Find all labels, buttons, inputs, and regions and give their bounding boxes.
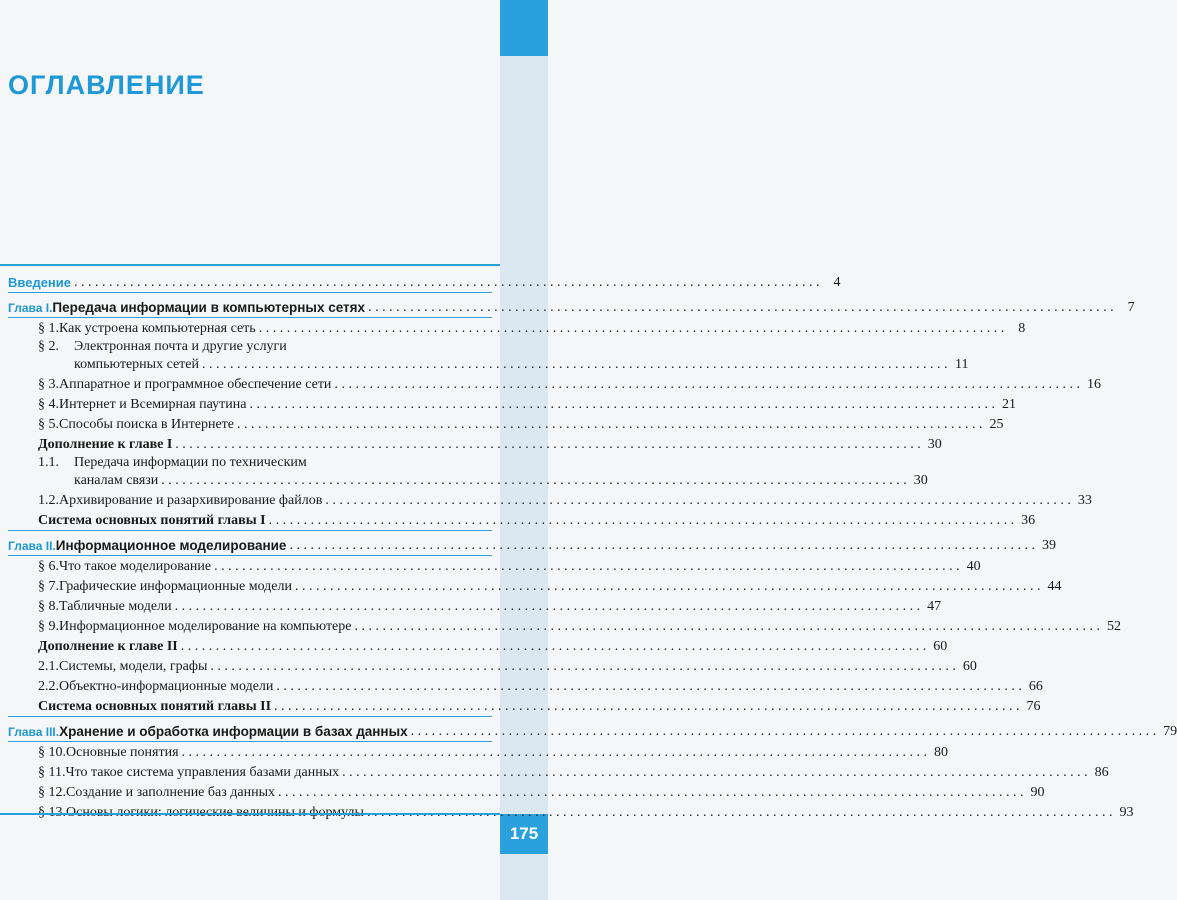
toc-section[interactable]: § 7. Графические информационные модели . . . 44	[8, 576, 492, 596]
toc-section[interactable]: § 1. Как устроена компьютерная сеть . . . 8	[8, 318, 492, 338]
chapter-title: Передача информации в компьютерных сетях	[52, 300, 366, 315]
chapter-label: Глава II.	[8, 539, 56, 553]
toc-intro-label: Введение	[8, 275, 71, 290]
toc-subsection[interactable]: 1.1. Передача информации по техническим каналам связи . . . 30	[8, 454, 492, 490]
toc-section[interactable]: § 11. Что такое система управления базами данных . . . 86	[8, 762, 492, 782]
toc-section[interactable]: . . . 93	[8, 802, 492, 822]
toc-chapter-2[interactable]	[8, 533, 1056, 555]
chapter-page: 7	[1127, 300, 1135, 315]
toc-chapter-1[interactable]	[8, 295, 1135, 317]
toc-summary[interactable]: Система основных понятий главы II . . . 76	[8, 696, 492, 716]
toc-section[interactable]: § 4. Интернет и Всемирная паутина . . . 21	[8, 394, 492, 414]
separator	[8, 716, 492, 717]
toc-summary[interactable]: Система основных понятий главы I . . . 36	[8, 510, 492, 530]
toc-subsection[interactable]: 1.2. Архивирование и разархивирование файлов . . . 33	[8, 490, 492, 510]
header-tab	[500, 0, 548, 56]
toc-section[interactable]: § 8. Табличные модели . . . 47	[8, 596, 492, 616]
chapter-page: 39	[1041, 538, 1056, 553]
toc-section[interactable]: § 3. Аппаратное и программное обеспечение сети . . . 16	[8, 374, 492, 394]
toc-addendum[interactable]: Дополнение к главе II . . . 60	[8, 636, 492, 656]
toc-intro[interactable]	[8, 270, 841, 292]
chapter-label: Глава I.	[8, 301, 53, 315]
table-of-contents	[8, 268, 1177, 822]
separator	[8, 292, 492, 293]
toc-section[interactable]: § 2. Электронная почта и другие услуги компьютерных сетей . . . 11	[8, 338, 492, 374]
page-number: 175	[500, 814, 548, 854]
top-rule	[0, 264, 500, 266]
toc-intro-page: 4	[833, 275, 841, 290]
toc-chapter-3[interactable]	[8, 719, 1177, 741]
toc-section[interactable]: § 12. Создание и заполнение баз данных . . . 90	[8, 782, 492, 802]
chapter-page: 79	[1163, 724, 1177, 739]
toc-section[interactable]: § 5. Способы поиска в Интернете . . . 25	[8, 414, 492, 434]
toc-section[interactable]: § 9. Информационное моделирование на компьютере . . . 52	[8, 616, 492, 636]
toc-subsection[interactable]: 2.1. Системы, модели, графы . . . 60	[8, 656, 492, 676]
toc-subsection[interactable]: 2.2. Объектно-информационные модели . . . 66	[8, 676, 492, 696]
chapter-label: Глава III.	[8, 725, 60, 739]
toc-addendum[interactable]: Дополнение к главе I . . . 30	[8, 434, 492, 454]
chapter-title: Хранение и обработка информации в базах данных	[59, 724, 408, 739]
page-title: ОГЛАВЛЕНИЕ	[8, 70, 205, 100]
separator	[8, 530, 492, 531]
toc-section[interactable]: § 10. Основные понятия . . . 80	[8, 742, 492, 762]
bottom-rule	[0, 813, 500, 815]
chapter-title: Информационное моделирование	[55, 538, 287, 553]
toc-section[interactable]: § 6. Что такое моделирование . . . 40	[8, 556, 492, 576]
